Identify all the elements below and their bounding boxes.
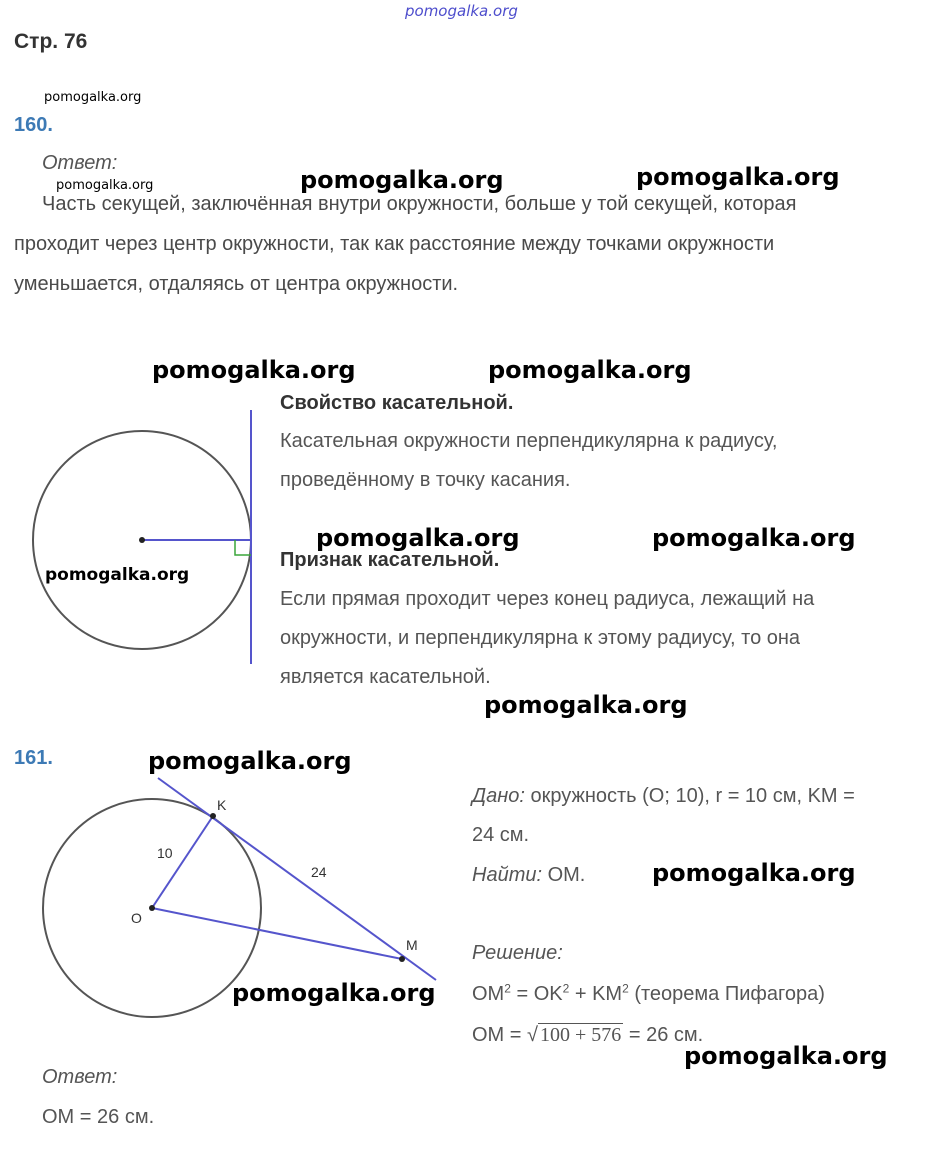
point-M (399, 956, 405, 962)
watermark-small: pomogalka.org (44, 90, 142, 105)
property-text (280, 422, 907, 500)
property-line: Касательная окружности перпендикулярна к радиусу, (280, 430, 778, 452)
watermark-big: pomogalka.org (652, 859, 856, 887)
point-K (210, 813, 216, 819)
watermark-big: pomogalka.org (488, 356, 692, 384)
watermark-top: pomogalka.org (405, 2, 518, 20)
page-number: Стр. 76 (14, 30, 88, 53)
superscript: 2 (562, 981, 570, 996)
watermark-big: pomogalka.org (484, 691, 688, 719)
eq-term: OM = (472, 1024, 528, 1046)
superscript: 2 (622, 981, 629, 996)
task-161-number: 161. (14, 747, 53, 769)
given-line (472, 785, 855, 808)
criterion-text (280, 580, 907, 697)
eq-term: + KM (569, 983, 623, 1005)
watermark-big: pomogalka.org (152, 356, 356, 384)
eq-term: = 26 см. (623, 1024, 704, 1046)
eq-term: (теорема Пифагора) (628, 983, 825, 1005)
given-text: окружность (O; 10), r = 10 см, KM = (524, 785, 855, 807)
answer-line: уменьшается, отдаляясь от центра окружности. (14, 273, 459, 295)
task-161-answer-text: OM = 26 см. (42, 1106, 155, 1128)
watermark-medium: pomogalka.org (45, 565, 190, 585)
point-O (149, 905, 155, 911)
property-title: Свойство касательной. (280, 392, 514, 414)
segment-OM (152, 908, 402, 959)
watermark-big: pomogalka.org (652, 524, 856, 552)
eq-term: = OK (510, 983, 563, 1005)
find-line (472, 864, 585, 887)
criterion-title: Признак касательной. (280, 549, 500, 571)
criterion-line: является касательной. (280, 666, 491, 688)
find-label: Найти: (472, 864, 543, 886)
equation-2 (472, 1024, 703, 1047)
superscript: 2 (504, 981, 511, 996)
watermark-big: pomogalka.org (300, 166, 504, 194)
find-text: OM. (542, 864, 586, 886)
task-161-answer-label: Ответ: (42, 1066, 118, 1088)
right-angle-mark (235, 540, 251, 555)
label-OK-length: 10 (157, 845, 173, 861)
watermark-big: pomogalka.org (148, 747, 352, 775)
given-line-2: 24 см. (472, 824, 530, 846)
given-label: Дано: (472, 785, 525, 807)
property-line: проведённому в точку касания. (280, 469, 571, 491)
task-160-number: 160. (14, 114, 53, 136)
eq-term: OM (472, 983, 505, 1005)
label-K: K (217, 797, 227, 813)
task-160-answer-text (14, 184, 907, 304)
criterion-line: окружности, и перпендикулярна к этому радиусу, то она (280, 627, 801, 649)
label-KM-length: 24 (311, 864, 327, 880)
tangent-diagram (0, 400, 270, 670)
sqrt-expression: 100 + 576 (540, 1024, 622, 1046)
answer-line: Часть секущей, заключённая внутри окружности, больше у той секущей, которая (42, 193, 797, 215)
criterion-line: Если прямая проходит через конец радиуса, лежащий на (280, 588, 815, 610)
center-point (139, 537, 145, 543)
watermark-big: pomogalka.org (636, 163, 840, 191)
tangent-line (158, 778, 436, 980)
equation-1 (472, 983, 825, 1006)
watermark-big: pomogalka.org (316, 524, 520, 552)
watermark-big: pomogalka.org (684, 1042, 888, 1070)
task-160-answer-label: Ответ: (42, 152, 118, 174)
watermark-small: pomogalka.org (56, 178, 154, 193)
watermark-big: pomogalka.org (232, 979, 436, 1007)
radius-OK (152, 816, 213, 908)
solution-label: Решение: (472, 942, 563, 964)
answer-line: проходит через центр окружности, так как расстояние между точками окружности (14, 233, 775, 255)
label-M: M (406, 937, 418, 953)
sqrt-sign: √ (527, 1024, 538, 1046)
label-O: O (131, 910, 142, 926)
